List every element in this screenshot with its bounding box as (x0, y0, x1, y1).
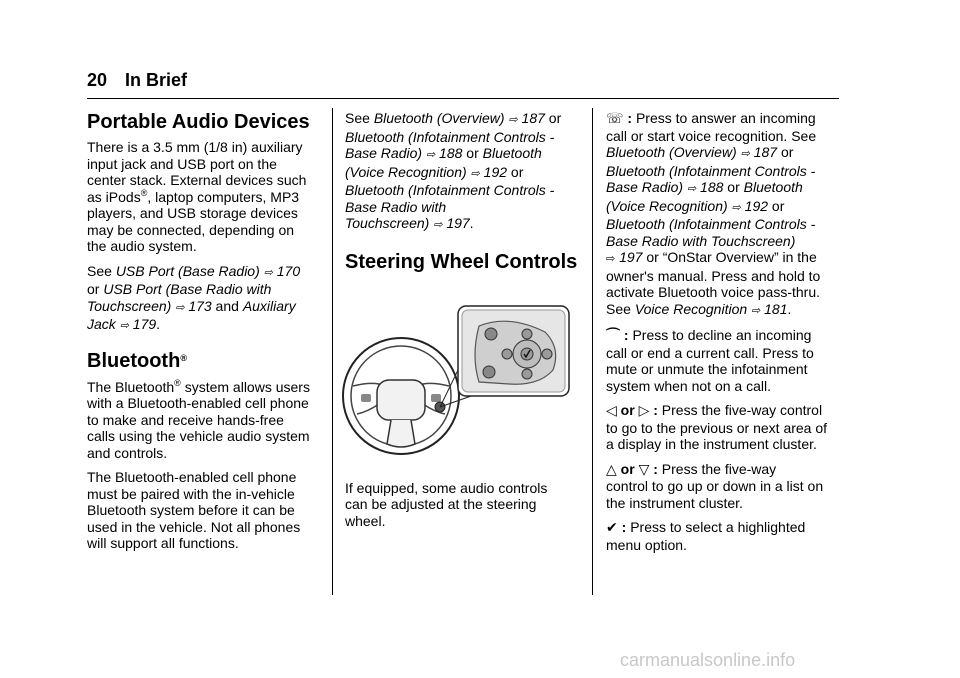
page-ref-icon: ⇨ (508, 114, 518, 126)
checkmark-icon: ✔ (606, 520, 618, 536)
link-bluetooth-overview[interactable]: Bluetooth (Overview) ⇨ 187 (606, 144, 778, 160)
paragraph-up-down: △ or ▽ : Press the five-way control to go up or down in a list on the instrument cluster. (606, 460, 824, 511)
link-bt-voice-line1[interactable]: Bluetooth (482, 145, 542, 161)
link-bt-base-radio[interactable]: Base Radio) ⇨ 188 (606, 179, 724, 195)
page-ref-icon: ⇨ (606, 253, 616, 265)
link-bt-touch[interactable]: 197 (619, 249, 643, 265)
link-auxiliary-jack[interactable]: Jack ⇨ 179 (87, 316, 157, 332)
link-bt-base-radio-line1[interactable]: Bluetooth (Infotainment Controls - (345, 128, 555, 145)
link-bt-touch[interactable]: Touchscreen) ⇨ 197 (345, 215, 470, 231)
link-bt-voice-line1[interactable]: Bluetooth (743, 179, 803, 195)
page-header (87, 70, 839, 100)
page-ref-icon: ⇨ (263, 266, 273, 279)
caption-steering-controls: If equipped, some audio controls can be adjusted at the steering wheel. (345, 479, 548, 529)
phone-pickup-icon: ☏ (606, 111, 624, 127)
column-2 (345, 110, 581, 537)
link-voice-recognition[interactable]: Voice Recognition ⇨ 181 (634, 300, 788, 317)
paragraph-select: ✔ : Press to select a highlighted menu option. (606, 519, 806, 553)
paragraph-left-right: ◁ or ▷ : Press the five-way control to go to the previous or next area of a display in the instrument cluster. (606, 402, 828, 452)
link-bt-touch-line1[interactable]: Bluetooth (Infotainment Controls - (606, 216, 816, 232)
column-3 (606, 110, 838, 561)
section-title: In Brief (125, 70, 188, 90)
header-rule (87, 98, 839, 99)
paragraph-decline-call: ⌒ : Press to decline an incoming call or end a current call. Press to mute or unmute the infotainment system when not on a call. (606, 327, 814, 394)
heading-bluetooth: Bluetooth® (87, 349, 187, 372)
link-bt-touch-line2[interactable]: Base Radio with (345, 198, 447, 215)
link-bt-voice[interactable]: (Voice Recognition) ⇨ 192 (606, 197, 769, 214)
heading-steering-wheel-controls: Steering Wheel Controls (345, 250, 578, 273)
link-bt-base-radio-line1[interactable]: Bluetooth (Infotainment Controls - (606, 162, 816, 179)
link-bt-touch-line2[interactable]: Base Radio with Touchscreen) (606, 232, 796, 249)
paragraph-bluetooth-2: The Bluetooth-enabled cell phone must be paired with the in-vehicle Bluetooth system before it can be used in the vehicle. Not all phones will support all functions. (87, 469, 301, 551)
link-auxiliary-jack-line1[interactable]: Auxiliary (242, 297, 296, 314)
phone-hangup-icon: ⌒ (606, 328, 620, 344)
paragraph-bluetooth-refs: See Bluetooth (Overview) ⇨ 187 or Bluetooth (Infotainment Controls - Base Radio) ⇨ 188 or Bluetooth (Voice Recognition) ⇨ 192 or Bluetooth (Infotainment Controls - Base Radio with Touchscreen) ⇨ 197. (345, 110, 562, 231)
link-usb-base-radio[interactable]: USB Port (Base Radio) ⇨ 170 (115, 262, 301, 279)
paragraph-portable-see: See USB Port (Base Radio) ⇨ 170 or USB Port (Base Radio with Touchscreen) ⇨ 173 and Auxiliary Jack ⇨ 179. (87, 262, 301, 332)
link-bluetooth-overview[interactable]: Bluetooth (Overview) ⇨ 187 (373, 110, 545, 126)
link-bt-touch-line1[interactable]: Bluetooth (Infotainment Controls - (345, 182, 555, 198)
page-ref-icon: ⇨ (433, 219, 443, 231)
watermark: carmanualsonline.info (620, 650, 796, 670)
paragraph-portable-intro: There is a 3.5 mm (1/8 in) auxiliary input jack and USB port on the center stack. External devices such as iPods®, laptop computers, MP3 players, and USB storage devices may be connected, depending on the audio system. (87, 139, 307, 254)
column-divider-1 (332, 108, 333, 595)
column-1 (87, 110, 325, 560)
heading-portable-audio: Portable Audio Devices (87, 111, 310, 133)
link-bt-voice[interactable]: (Voice Recognition) ⇨ 192 (345, 163, 508, 180)
down-arrow-icon: ▽ (638, 461, 650, 478)
left-arrow-icon: ◁ (606, 403, 617, 419)
page-ref-icon: ⇨ (119, 320, 129, 332)
paragraph-answer-call: ☏ : Press to answer an incoming call or start voice recognition. See Bluetooth (Overview) ⇨ 187 or Bluetooth (Infotainment Controls - Base Radio) ⇨ 188 or Bluetooth (Voice Recognition) ⇨ 192 or Bluetooth (Infotainment Controls - Base Radio with Touchscreen) ⇨ 197 or “OnStar Overview” in the owner's manual. Press and hold to activate Bluetooth voice pass-thru. See Voice Recognition ⇨ 181. (606, 110, 821, 317)
steering-wheel-illustration (339, 286, 571, 472)
link-usb-touchscreen-line1[interactable]: USB Port (Base Radio with (103, 281, 272, 297)
page-ref-icon: ⇨ (470, 167, 480, 180)
page-ref-icon: ⇨ (175, 301, 185, 314)
paragraph-bluetooth-1: The Bluetooth® system allows users with a Bluetooth-enabled cell phone to make and receive hands-free calls using the vehicle audio system and controls. (87, 377, 310, 461)
right-arrow-icon: ▷ (638, 403, 650, 419)
link-bt-base-radio[interactable]: Base Radio) ⇨ 188 (345, 145, 463, 161)
column-divider-2 (592, 108, 593, 595)
link-usb-touchscreen[interactable]: Touchscreen) ⇨ 173 (87, 297, 212, 314)
page-number: 20 (87, 70, 108, 90)
page-ref-icon: ⇨ (425, 149, 436, 161)
up-arrow-icon: △ (606, 461, 617, 478)
